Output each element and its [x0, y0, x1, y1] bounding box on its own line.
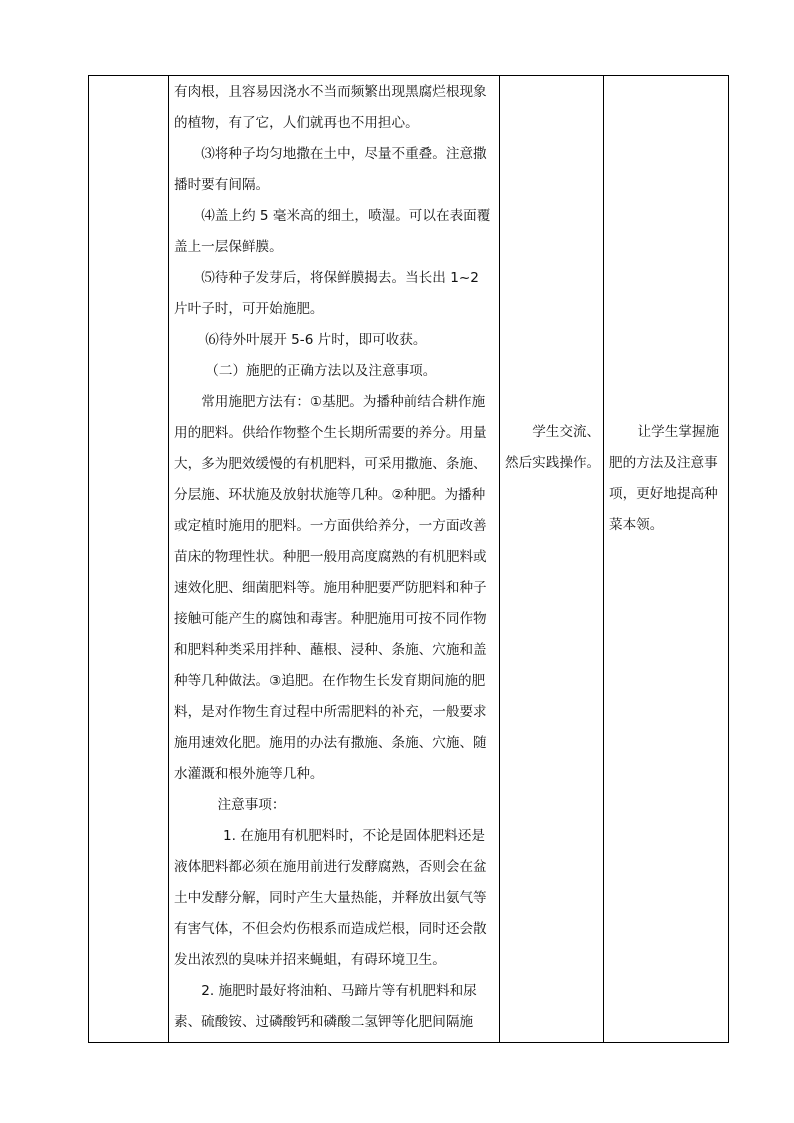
- section-heading: （二）施肥的正确方法以及注意事项。: [205, 363, 437, 379]
- note-2-paragraph: 2. 施肥时最好将油粕、马蹄片等有机肥料和尿素、硫酸铵、过磷酸钙和磷酸二氢钾等化肥间隔施: [174, 983, 477, 1030]
- step-3-line: ⑶将种子均匀地撒在土中，尽量不重叠。注意撒播时要有间隔。: [174, 146, 487, 193]
- fertilizing-methods-paragraph: 常用施肥方法有：①基肥。为播种前结合耕作施用的肥料。供给作物整个生长期所需要的养分。用量大，多为肥效缓慢的有机肥料，可采用撒施、条施、分层施、环状施及放射状施等几种。②种肥。为播种或定植时施用的肥料。一方面供给养分，一方面改善苗床的物理性状。种肥一般用高度腐熟的有机肥料或速效化肥、细菌肥料等。施用种肥要严防肥料和种子接触可能产生的腐蚀和毒害。种肥施用可按不同作物和肥料种类采用拌种、蘸根、浸种、条施、穴施和盖种等几种做法。③追肥。在作物生长发育期间施的肥料，是对作物生育过程中所需肥料的补充，一般要求施用速效化肥。施用的办法有撒施、条施、穴施、随水灌溉和根外施等几种。: [174, 394, 487, 782]
- student-activity-text: 学生交流、然后实践操作。: [505, 424, 601, 471]
- step-4-line: ⑷盖上约 5 毫米高的细土，喷湿。可以在表面覆盖上一层保鲜膜。: [174, 208, 491, 255]
- content-cell: [169, 76, 500, 1043]
- lesson-table: [88, 75, 729, 1043]
- step-6-line: ⑹待外叶展开 5-6 片时，即可收获。: [205, 332, 427, 348]
- table-row: [89, 76, 729, 1043]
- student-activity-cell: [500, 76, 604, 1043]
- notes-heading: 注意事项：: [217, 797, 286, 813]
- teaching-goal-text: 让学生掌握施肥的方法及注意事项，更好地提高种菜本领。: [609, 424, 720, 533]
- teaching-goal-cell: [604, 76, 729, 1043]
- stage-cell: [89, 76, 169, 1043]
- step-5-line: ⑸待种子发芽后，将保鲜膜揭去。当长出 1~2 片叶子时，可开始施肥。: [174, 270, 479, 317]
- content-line: 有肉根，且容易因浇水不当而频繁出现黑腐烂根现象的植物，有了它，人们就再也不用担心。: [174, 84, 487, 131]
- note-1-paragraph: 1. 在施用有机肥料时，不论是固体肥料还是液体肥料都必须在施用前进行发酵腐熟，否则会在盆土中发酵分解，同时产生大量热能，并释放出氨气等有害气体，不但会灼伤根系而造成烂根，同时还会散发出浓烈的臭味并招来蝇蛆，有碍环境卫生。: [174, 828, 487, 968]
